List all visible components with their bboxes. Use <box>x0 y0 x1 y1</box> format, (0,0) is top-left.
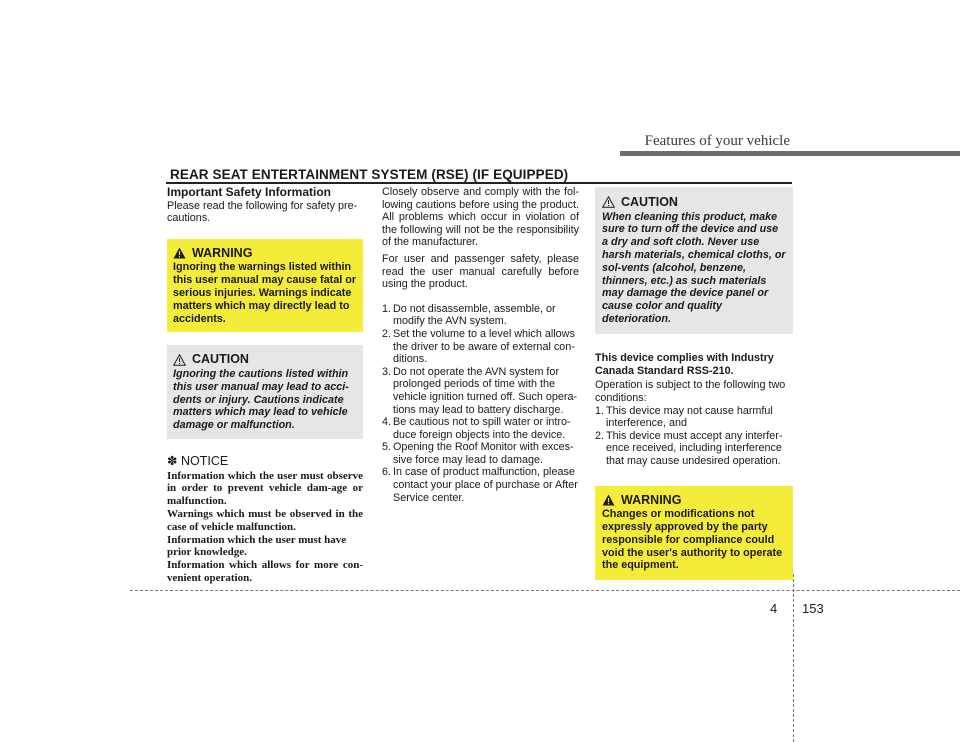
caution-triangle-icon <box>173 354 186 366</box>
warning-title-row <box>602 494 787 507</box>
notice-symbol-icon: ✽ <box>167 453 178 468</box>
page-number: 153 <box>802 601 824 616</box>
caution-box-2 <box>595 187 793 334</box>
list-item: 3. Do not operate the AVN system for prolonged periods of time with the vehicle ignition turned off. Such opera-tions may lead to battery discharge. <box>382 365 578 416</box>
footer-divider <box>130 590 960 591</box>
column-1 <box>167 186 363 585</box>
warning-title: WARNING <box>192 245 253 260</box>
notice-line-4: Information which allows for more con-venient operation. <box>167 559 363 584</box>
caution-text: Ignoring the cautions listed within this user manual may lead to acci-dents or injury. Cautions indicate matters which may lead to vehicle damage or malfunction. <box>173 367 349 432</box>
notice-line-1: Information which the user must observe in order to prevent vehicle dam-age or malfunction. <box>167 469 363 508</box>
compliance-heading: This device complies with Industry Canada Standard RSS-210. <box>595 351 774 377</box>
running-header: Features of your vehicle <box>644 133 790 149</box>
list-item: 1. This device may not cause harmful interference, and <box>595 404 773 430</box>
chapter-number: 4 <box>770 601 778 616</box>
warning-title: WARNING <box>621 492 682 507</box>
warning-text: Ignoring the warnings listed within this user manual may cause fatal or serious injuries. Warnings indicate matters which may directly lead to accidents. <box>173 261 357 325</box>
warning-box-2 <box>595 486 793 581</box>
notice-title-row <box>167 455 363 468</box>
warning-title-row <box>173 247 358 260</box>
list-item: 4. Be cautious not to spill water or intro-duce foreign objects into the device. <box>382 416 571 441</box>
header-bar <box>620 151 960 156</box>
caution-title: CAUTION <box>621 195 678 209</box>
caution-box-1 <box>167 345 363 439</box>
warning-triangle-icon <box>602 494 615 506</box>
column-3 <box>595 187 793 580</box>
notice-line-2: Warnings which must be observed in the case of vehicle malfunction. <box>167 507 363 533</box>
column-2 <box>382 186 579 504</box>
caution-title-row <box>602 196 787 209</box>
section-title: REAR SEAT ENTERTAINMENT SYSTEM (RSE) (IF EQUIPPED) <box>170 167 569 182</box>
caution-list <box>382 303 579 505</box>
notice-title: NOTICE <box>180 453 229 468</box>
list-item: 2. Set the volume to a level which allows the driver to be aware of external con-ditions. <box>382 327 575 366</box>
list-item: 6. In case of product malfunction, please contact your place of purchase or After Service center. <box>382 466 578 504</box>
list-item: 2. This device must accept any interfer-ence received, including interference that may cause undesired operation. <box>595 429 783 467</box>
conditions-list <box>595 405 793 468</box>
list-item: 5. Opening the Roof Monitor with exces-sive force may lead to damage. <box>382 441 574 466</box>
section-rule <box>166 182 792 184</box>
safety-paragraph: For user and passenger safety, please read the user manual carefully before using the product. <box>382 252 579 291</box>
safety-intro: Please read the following for safety pre-cautions. <box>167 199 358 225</box>
safety-heading: Important Safety Information <box>167 185 332 199</box>
caution-text: When cleaning this product, make sure to turn off the device and use a dry and soft cloth. Never use harsh materials, chemical cloths, or sol-vents (alcohol, benzene, thinners, etc.) as such materials may damage the device panel or cause color and quality deterioration. <box>602 210 786 325</box>
compliance-paragraph: Closely observe and comply with the fol-lowing cautions before using the product. All problems which occur in violation of the following will not be the responsibility of the manufacturer. <box>382 186 579 249</box>
warning-box-1 <box>167 239 363 333</box>
list-item: 1. Do not disassemble, assemble, or modify the AVN system. <box>382 302 556 328</box>
caution-title: CAUTION <box>192 352 249 367</box>
caution-title-row <box>173 353 358 366</box>
notice-block <box>167 455 363 585</box>
warning-triangle-icon <box>173 247 186 259</box>
caution-triangle-icon <box>602 196 615 208</box>
compliance-intro: Operation is subject to the following two conditions: <box>595 379 786 404</box>
footer-vertical-divider <box>793 574 794 742</box>
notice-line-3: Information which the user must have prior knowledge. <box>167 533 347 559</box>
warning-text: Changes or modifications not expressly approved by the party responsible for compliance could void the user's authority to operate the equipment. <box>602 508 783 572</box>
